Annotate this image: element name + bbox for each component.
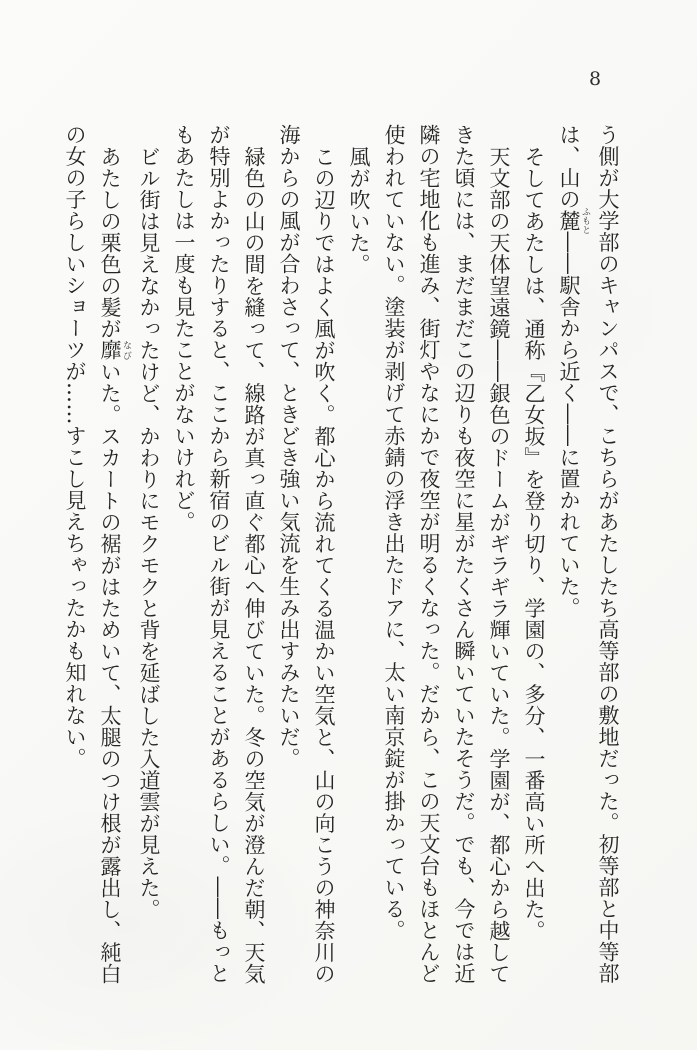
text-column: きた頃には、まだまだこの辺りも夜空に星がたくさん瞬いていたそうだ。でも、今では近 [452,124,476,984]
text-column: が特別よかったりすると、ここから新宿のビル街が見えることがあるらしい。――もっと [207,124,231,984]
ruby-annotated-char: 靡 なび [98,339,131,361]
text-column: う側が大学部のキャンパスで、こちらがあたしたち高等部の敷地だった。初等部と中等部 [596,124,620,984]
body-text-block [57,124,625,1010]
text-column: ビル街は見えなかったけど、かわりにモクモクと背を延ばした入道雲が見えた。 [137,145,161,920]
text-column: の女の子らしいショーツが……すこし見えちゃったかも知れない。 [63,124,87,769]
page-number: 8 [589,68,602,90]
text-column: 隣の宅地化も進み、街灯やなにかで夜空が明るくなった。だから、この天文台もほとんど [417,124,441,984]
text-column: 天文部の天体望遠鏡――銀色のドームがギラギラ輝いていた。学園が、都心から越して [487,145,511,984]
text-column: この辺りではよく風が吹く。都心から流れてくる温かい空気と、山の向こうの神奈川の [312,145,336,984]
text-column: 緑色の山の間を縫って、線路が真っ直ぐ都心へ伸びていた。冬の空気が澄んだ朝、天気 [242,145,266,984]
text-column: 風が吹いた。 [347,145,371,275]
text-column: 使われていない。塗装が剥げて赤錆の浮き出たドアに、太い南京錠が掛かっている。 [382,124,406,941]
text-column: そしてあたしは、通称『乙女坂』を登り切り、学園の、多分、一番高い所へ出た。 [522,145,546,941]
text-column: もあたしは一度も見たことがないけれど。 [172,124,196,533]
text-column: 海からの風が合わさって、ときどき強い気流を生み出すみたいだ。 [277,124,301,769]
text-column: あたしの栗色の髪が靡 なびいた。スカートの裾がはためいて、太腿のつけ根が露出し、純白 [98,145,131,984]
ruby-annotated-char: 麓 ふもと [557,207,590,235]
text-column: は、山の麓 ふもと――駅舎から近く――に置かれていた。 [557,124,590,619]
